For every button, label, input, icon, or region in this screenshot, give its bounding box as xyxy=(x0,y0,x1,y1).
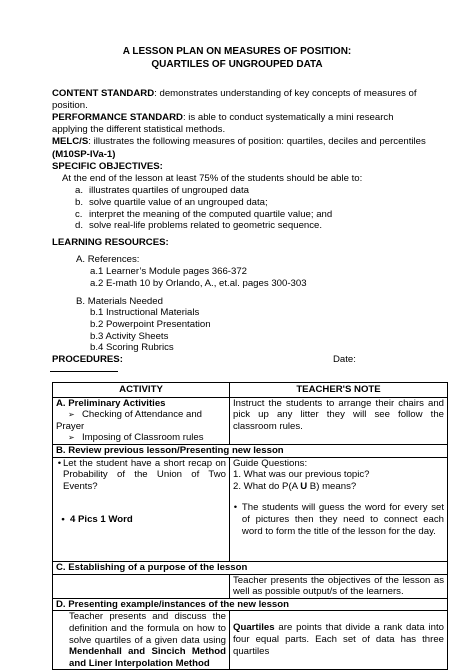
guide-question-1: 1. What was our previous topic? xyxy=(233,469,370,481)
date-label: Date: xyxy=(333,354,356,365)
table-row-section-b-title xyxy=(53,444,448,457)
melcs-code: (M10SP-IVa-1) xyxy=(52,149,116,160)
material-item: b.4 Scoring Rubrics xyxy=(90,342,174,354)
table-row-section-c xyxy=(53,574,448,598)
section-b-title: B. Review previous lesson/Presenting new lesson xyxy=(53,444,448,457)
table-row-section-d-title xyxy=(53,598,448,611)
list-item: • The students will guess the word for every set of pictures then they need to connect each word to form the title of the lesson for the day. xyxy=(233,502,444,537)
section-a-title: A. Preliminary Activities xyxy=(56,397,166,409)
activity-header: ACTIVITY xyxy=(53,383,230,398)
section-a-activity xyxy=(53,397,230,444)
arrow-bullet-icon: ➢ xyxy=(68,410,75,420)
bullet-icon: • xyxy=(57,457,62,469)
procedures-table xyxy=(52,382,448,670)
list-item: ➢ Checking of Attendance and Prayer xyxy=(56,409,203,432)
procedures-label: PROCEDURES: xyxy=(52,354,123,365)
specific-objectives-heading: SPECIFIC OBJECTIVES: xyxy=(52,161,163,172)
table-row-section-b xyxy=(53,457,448,561)
section-c-note: Teacher presents the objectives of the lesson as well as possible output/s of the learners. xyxy=(230,574,448,598)
table-row-section-d xyxy=(53,611,448,670)
reference-item: a.1 Learner’s Module pages 366-372 xyxy=(90,266,247,277)
objective-item: a. illustrates quartiles of ungrouped data xyxy=(75,185,249,196)
material-item: b.2 Powerpoint Presentation xyxy=(90,318,211,330)
melcs-text: : illustrates the following measures of position: quartiles, deciles and percentiles xyxy=(88,136,426,147)
material-item: b.1 Instructional Materials xyxy=(90,307,200,318)
quartiles-definition: are points that divide a rank data into four equal parts. Each set of data has three quartiles xyxy=(233,622,444,657)
guide-questions-label: Guide Questions: xyxy=(233,457,308,469)
material-item: b.3 Activity Sheets xyxy=(90,330,169,342)
melcs xyxy=(52,136,442,148)
section-d-title: D. Presenting example/instances of the new lesson xyxy=(53,598,448,611)
guide-question-2: 2. What do P(A U B) means? xyxy=(233,480,357,492)
objective-item: d. solve real-life problems related to geometric sequence. xyxy=(75,220,323,232)
arrow-bullet-icon: ➢ xyxy=(68,433,75,443)
table-row-section-a xyxy=(53,397,448,444)
quartiles-term: Quartiles xyxy=(233,622,275,634)
table-row-section-c-title xyxy=(53,561,448,574)
objective-item: c. interpret the meaning of the computed quartile value; and xyxy=(75,208,333,220)
performance-standard xyxy=(52,112,430,135)
procedures-underline xyxy=(50,371,118,372)
content-standard-text: : demonstrates understanding of key concepts of measures of position. xyxy=(52,88,417,111)
learning-resources-heading: LEARNING RESOURCES: xyxy=(52,237,169,248)
reference-item: a.2 E-math 10 by Orlando, A., et.al. pages 300-303 xyxy=(90,277,307,289)
materials-label: B. Materials Needed xyxy=(76,296,163,307)
melcs-label: MELC/S xyxy=(52,136,89,147)
section-b-activity xyxy=(53,457,230,561)
section-d-activity xyxy=(53,611,230,670)
content-standard xyxy=(52,88,430,111)
section-a-note: Instruct the students to arrange their chairs and pick up any litter they will see follow the classroom rules. xyxy=(230,397,448,444)
section-d-activity-methods: Mendenhall and Sincich Method and Liner Interpolation Method xyxy=(69,646,226,669)
content-standard-label: CONTENT STANDARD xyxy=(52,88,155,99)
bullet-icon: • xyxy=(233,502,238,514)
section-b-note xyxy=(230,457,448,561)
objective-item: b. solve quartile value of an ungrouped data; xyxy=(75,196,268,208)
title-line-1: A LESSON PLAN ON MEASURES OF POSITION: xyxy=(122,46,352,57)
list-item: ➢ Imposing of Classroom rules xyxy=(68,432,204,444)
performance-standard-label: PERFORMANCE STANDARD xyxy=(52,112,183,123)
section-d-note xyxy=(230,611,448,670)
list-item: • 4 Pics 1 Word xyxy=(56,514,226,526)
performance-standard-text: : is able to conduct systematically a mini research applying the different statistical methods. xyxy=(52,112,394,135)
references-list xyxy=(90,266,307,290)
list-item: • Let the student have a short recap on Probability of the Union of Two Events? xyxy=(57,457,226,492)
section-d-activity-text: Teacher presents and discuss the definition and the formula on how to solve quartiles of a given data using xyxy=(69,611,226,646)
section-c-activity xyxy=(53,574,230,598)
title-line-2: QUARTILES OF UNGROUPED DATA xyxy=(151,59,323,70)
objectives-intro: At the end of the lesson at least 75% of the students should be able to: xyxy=(62,173,363,184)
section-c-title: C. Establishing of a purpose of the lesson xyxy=(53,561,448,574)
bullet-icon: • xyxy=(61,514,65,526)
references-label: A. References: xyxy=(76,254,140,265)
teachers-note-header: TEACHER'S NOTE xyxy=(230,383,448,398)
materials-list xyxy=(90,307,211,354)
objectives-list xyxy=(75,185,332,232)
table-header-row xyxy=(53,383,448,398)
